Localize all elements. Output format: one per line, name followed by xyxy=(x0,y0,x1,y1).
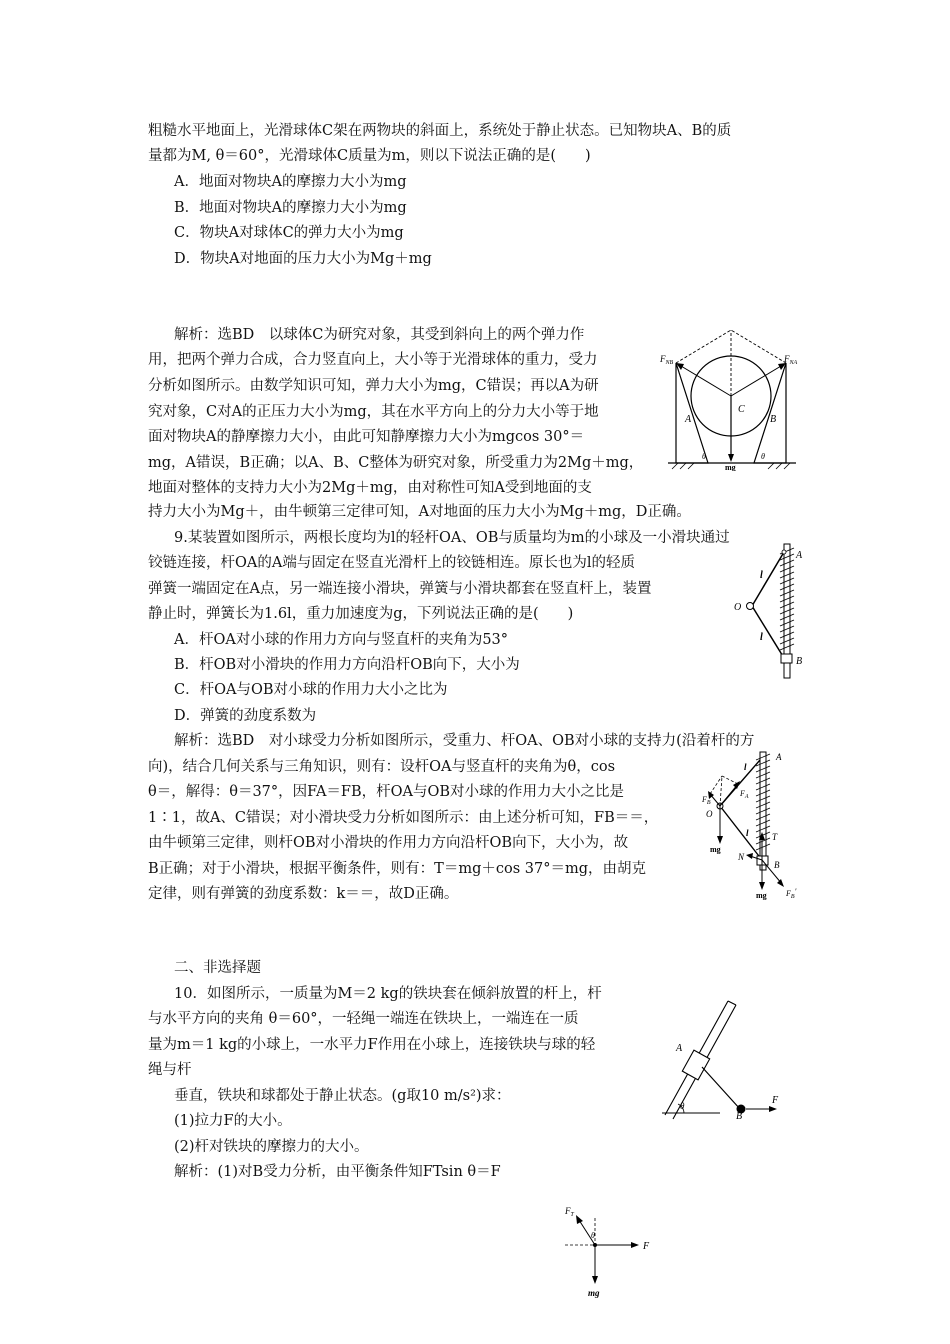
q9-fig1-label-o: O xyxy=(734,602,742,613)
q8-solution-line-1: 解析：选BD 以球体C为研究对象，其受到斜向上的两个弹力作 xyxy=(174,327,585,343)
q8-fig-label-mg: mg xyxy=(725,463,736,471)
q10-setup-diagram xyxy=(660,995,790,1120)
q9-solution-line-1: 解析：选BD 对小球受力分析如图所示，受重力、杆OA、OB对小球的支持力(沿着杆的方 xyxy=(174,733,755,749)
q10-fig1-label-f: F xyxy=(772,1095,779,1106)
q9-fig2-label-mg-slider: mg xyxy=(756,891,767,900)
q9-stem-line-2: 铰链连接，杆OA的A端与固定在竖直光滑杆上的铰链相连。原长也为l的轻质 xyxy=(148,555,635,571)
q9-solution-line-2: 向)，结合几何关系与三角知识，则有：设杆OA与竖直杆的夹角为θ，cos xyxy=(148,759,616,775)
q9-fig2-label-fb: $F_B$ xyxy=(702,795,711,806)
q9-fig1-label-l-top: l xyxy=(760,570,763,581)
q9-force-diagram xyxy=(700,748,812,900)
q9-device-diagram xyxy=(730,540,810,680)
q8-solution-line-3: 分析如图所示。由数学知识可知，弹力大小为mg，C错误；再以A为研 xyxy=(148,378,599,394)
q8-option-b: B．地面对物块A的摩擦力大小为mg xyxy=(174,200,407,216)
q9-fig1-label-l-bottom: l xyxy=(760,632,763,643)
q8-fig-label-c: C xyxy=(738,404,745,415)
q8-solution-line-4: 究对象，C对A的正压力大小为mg，其在水平方向上的分力大小等于地 xyxy=(148,404,599,420)
q10-stem-line-2: 与水平方向的夹角 θ＝60°，一轻绳一端连在铁块上，一端连在一质 xyxy=(148,1011,579,1027)
q8-intro-line-2: 量都为M, θ＝60°，光滑球体C质量为m，则以下说法正确的是( ) xyxy=(148,148,591,164)
q8-fig-label-fna: $F_{NA}$ xyxy=(784,354,798,366)
q8-solution-line-6: mg，A错误，B正确；以A、B、C整体为研究对象，所受重力为2Mg＋mg， xyxy=(148,455,644,471)
q8-solution-line-2: 用，把两个弹力合成，合力竖直向上，大小等于光滑球体的重力，受力 xyxy=(148,352,598,368)
q10-force-diagram xyxy=(555,1200,665,1300)
q9-fig2-label-mg-ball: mg xyxy=(710,845,721,854)
q8-fig-label-b: B xyxy=(770,414,777,425)
q10-fig2-label-ft: $F_T$ xyxy=(565,1206,574,1218)
q9-option-d: D．弹簧的劲度系数为 xyxy=(174,708,317,724)
q10-stem-line-7: (2)杆对铁块的摩擦力的大小。 xyxy=(174,1139,369,1155)
q10-stem-line-4: 绳与杆 xyxy=(148,1062,192,1078)
q9-fig2-label-a: A xyxy=(776,752,782,762)
q9-solution-line-3: θ＝，解得：θ＝37°，因FA＝FB，杆OA与OB对小球的作用力大小之比是 xyxy=(148,784,625,800)
q10-stem-line-8: 解析：(1)对B受力分析，由平衡条件知FTsin θ＝F xyxy=(174,1164,501,1180)
q9-fig2-label-n: N xyxy=(738,852,745,862)
q10-fig1-label-theta: θ xyxy=(680,1101,685,1111)
q10-fig2-label-mg: mg xyxy=(588,1288,600,1298)
q9-fig1-label-a: A xyxy=(796,550,803,561)
q10-fig1-label-a: A xyxy=(676,1043,683,1054)
q9-solution-line-4: 1∶1，故A、C错误；对小滑块受力分析如图所示：由上述分析可知，FB＝＝， xyxy=(148,810,659,826)
q8-solution-line-8: 持力大小为Mg＋，由牛顿第三定律可知，A对地面的压力大小为Mg＋mg，D正确。 xyxy=(148,504,691,520)
q9-option-c: C．杆OA与OB对小球的作用力大小之比为 xyxy=(174,682,448,698)
q10-fig2-label-f: F xyxy=(643,1241,650,1252)
q9-stem-line-4: 静止时，弹簧长为1.6l，重力加速度为g，下列说法正确的是( ) xyxy=(148,606,574,622)
q8-solution-line-7: 地面对整体的支持力大小为2Mg＋mg，由对称性可知A受到地面的支 xyxy=(148,480,592,496)
q8-fig-label-a: A xyxy=(685,414,692,425)
q10-stem-line-5: 垂直，铁块和球都处于静止状态。(g取10 m/s²)求： xyxy=(174,1088,511,1104)
q9-fig2-label-l-bottom: l xyxy=(746,828,749,838)
q10-fig1-label-b: B xyxy=(736,1111,743,1120)
q9-solution-line-6: B正确；对于小滑块，根据平衡条件，则有：T＝mg＋cos 37°＝mg，由胡克 xyxy=(148,861,646,877)
q8-intro-line-1: 粗糙水平地面上，光滑球体C架在两物块的斜面上，系统处于静止状态。已知物块A、B的质 xyxy=(148,123,732,139)
q9-option-a: A．杆OA对小球的作用力方向与竖直杆的夹角为53° xyxy=(174,632,509,648)
q8-fig-label-fnb: $F_{NB}$ xyxy=(660,354,674,366)
q10-stem-line-6: (1)拉力F的大小。 xyxy=(174,1113,292,1129)
q9-fig2-label-fa: $F_A$ xyxy=(740,789,749,800)
q9-stem-line-1: 9.某装置如图所示，两根长度均为l的轻杆OA、OB与质量均为m的小球及一小滑块通过 xyxy=(174,530,730,546)
q9-fig2-label-o: O xyxy=(706,809,713,819)
q10-stem-line-1: 10．如图所示，一质量为M＝2 kg的铁块套在倾斜放置的杆上，杆 xyxy=(174,986,602,1002)
q9-fig2-label-b: B xyxy=(774,860,780,870)
q8-force-diagram xyxy=(658,326,803,471)
q9-solution-line-7: 定律，则有弹簧的劲度系数：k＝＝，故D正确。 xyxy=(148,886,459,902)
q9-fig2-label-l-top: l xyxy=(744,762,747,772)
q8-fig-label-theta-left: θ xyxy=(702,452,706,461)
q9-solution-line-5: 由牛顿第三定律，则杆OB对小滑块的作用力方向沿杆OB向下，大小为，故 xyxy=(148,835,629,851)
q8-solution-line-5: 面对物块A的静摩擦力大小，由此可知静摩擦力大小为mgcos 30°＝ xyxy=(148,429,585,445)
q9-stem-line-3: 弹簧一端固定在A点，另一端连接小滑块，弹簧与小滑块都套在竖直杆上，装置 xyxy=(148,581,652,597)
q9-fig2-label-fb-prime: $F_B'$ xyxy=(786,887,797,900)
section-heading-part2: 二、非选择题 xyxy=(174,960,261,976)
q8-fig-label-theta-right: θ xyxy=(761,452,765,461)
q9-fig2-label-t: T xyxy=(772,832,778,842)
q10-fig2-label-theta: θ xyxy=(591,1231,595,1240)
q8-option-d: D．物块A对地面的压力大小为Mg＋mg xyxy=(174,251,432,267)
q10-stem-line-3: 量为m＝1 kg的小球上，一水平力F作用在小球上，连接铁块与球的轻 xyxy=(148,1037,596,1053)
q8-option-a: A．地面对物块A的摩擦力大小为mg xyxy=(174,174,407,190)
q9-fig1-label-b: B xyxy=(796,656,803,667)
q8-option-c: C．物块A对球体C的弹力大小为mg xyxy=(174,225,404,241)
q9-option-b: B．杆OB对小滑块的作用力方向沿杆OB向下，大小为 xyxy=(174,657,520,673)
